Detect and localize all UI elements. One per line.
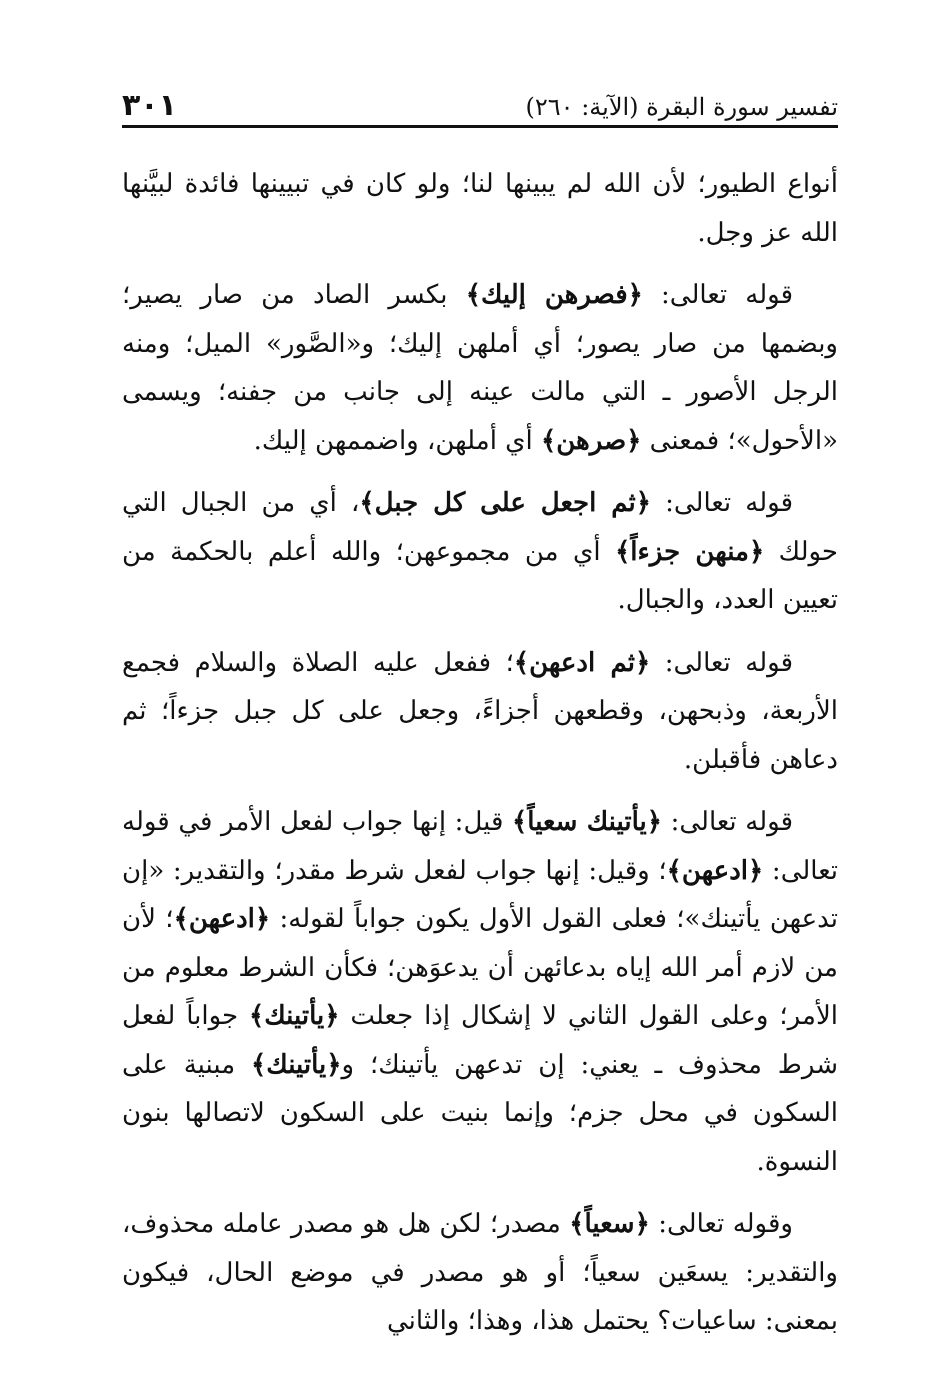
text-segment: قيل: إنها جواب لفعل الأمر في قوله تعالى: <box>122 807 838 886</box>
quran-quote: ﴿يأتينك﴾ <box>249 1001 340 1031</box>
header-rule <box>122 125 838 128</box>
paragraph-4 <box>122 639 838 785</box>
paragraph-1 <box>122 160 838 257</box>
text-segment: ؛ ففعل عليه الصلاة والسلام فجمع الأربعة، وذبحهن، وقطعهن أجزاءً، وجعل على كل جبل جزءاً؛ ثم دعاهن فأقبلن. <box>122 647 838 775</box>
text-segment: ؛ لأن من لازم أمر الله إياه بدعائهن أن يدعوَهن؛ فكأن الشرط معلوم من الأمر؛ وعلى القول الثاني لا إشكال إذا جعلت <box>122 904 838 1031</box>
text-segment: قوله تعالى: <box>642 280 793 310</box>
quran-quote: ﴿يأتينك﴾ <box>251 1049 342 1080</box>
quran-quote: ﴿ثم ادعهن﴾ <box>513 647 651 678</box>
paragraph-2 <box>122 271 838 465</box>
page-header <box>122 82 838 122</box>
text-segment: قوله تعالى: <box>650 647 794 678</box>
text-segment: جواباً لفعل شرط محذوف ـ يعني: إن تدعهن يأتينك؛ و <box>122 1001 838 1080</box>
text-segment: مبنية على السكون في محل جزم؛ وإنما بنيت على السكون لاتصالها بنون النسوة. <box>122 1049 838 1177</box>
quran-quote: ﴿سعياً﴾ <box>569 1209 650 1239</box>
text-segment: بكسر الصاد من صار يصير؛ وبضمها من صار يصور؛ أي أملهن إليك؛ و«الصَّور» الميل؛ ومنه الرجل الأصور ـ التي مالت عينه إلى جانب من جفنه؛ ويسمى «الأحول»؛ فمعنى <box>122 280 838 456</box>
text-segment: ، أي من الجبال التي حولك <box>122 488 839 567</box>
quran-quote: ﴿فصرهن إليك﴾ <box>465 280 643 310</box>
quran-quote: ﴿ادعهن﴾ <box>173 904 271 934</box>
text-segment: ؛ وقيل: إنها جواب لفعل شرط مقدر؛ والتقدير: «إن تدعهن يأتينك»؛ فعلى القول الأول يكون جواباً لقوله: <box>122 855 839 934</box>
quran-quote: ﴿يأتينك سعياً﴾ <box>512 807 662 837</box>
quran-quote: ﴿ادعهن﴾ <box>666 855 764 886</box>
text-segment: أي أملهن، واضممهن إليك. <box>253 425 542 456</box>
text-segment: أي من مجموعهن؛ والله أعلم بالحكمة من تعيين العدد، والجبال. <box>122 536 838 615</box>
quran-quote: ﴿ثم اجعل على كل جبل﴾ <box>359 488 651 518</box>
body-text <box>122 160 838 1360</box>
paragraph-6 <box>122 1200 838 1346</box>
paragraph-5 <box>122 798 838 1186</box>
quran-quote: ﴿منهن جزءاً﴾ <box>615 536 765 567</box>
text-segment: قوله تعالى: <box>651 488 793 518</box>
text-segment: قوله تعالى: <box>662 807 793 837</box>
text-segment: مصدر؛ لكن هل هو مصدر عامله محذوف، والتقدير: يسعَين سعياً؛ أو هو مصدر في موضع الحال، فيكون بمعنى: ساعيات؟ يحتمل هذا، وهذا؛ والثاني <box>122 1209 838 1336</box>
text-segment: أنواع الطيور؛ لأن الله لم يبينها لنا؛ ولو كان في تبيينها فائدة لبيَّنها الله عز وجل. <box>122 169 838 248</box>
paragraph-3 <box>122 479 838 625</box>
running-title: تفسير سورة البقرة (الآية: ٢٦٠) <box>525 93 838 121</box>
page-number: ٣٠١ <box>122 88 177 123</box>
quran-quote: ﴿صرهن﴾ <box>541 425 642 456</box>
text-segment: وقوله تعالى: <box>649 1209 793 1239</box>
